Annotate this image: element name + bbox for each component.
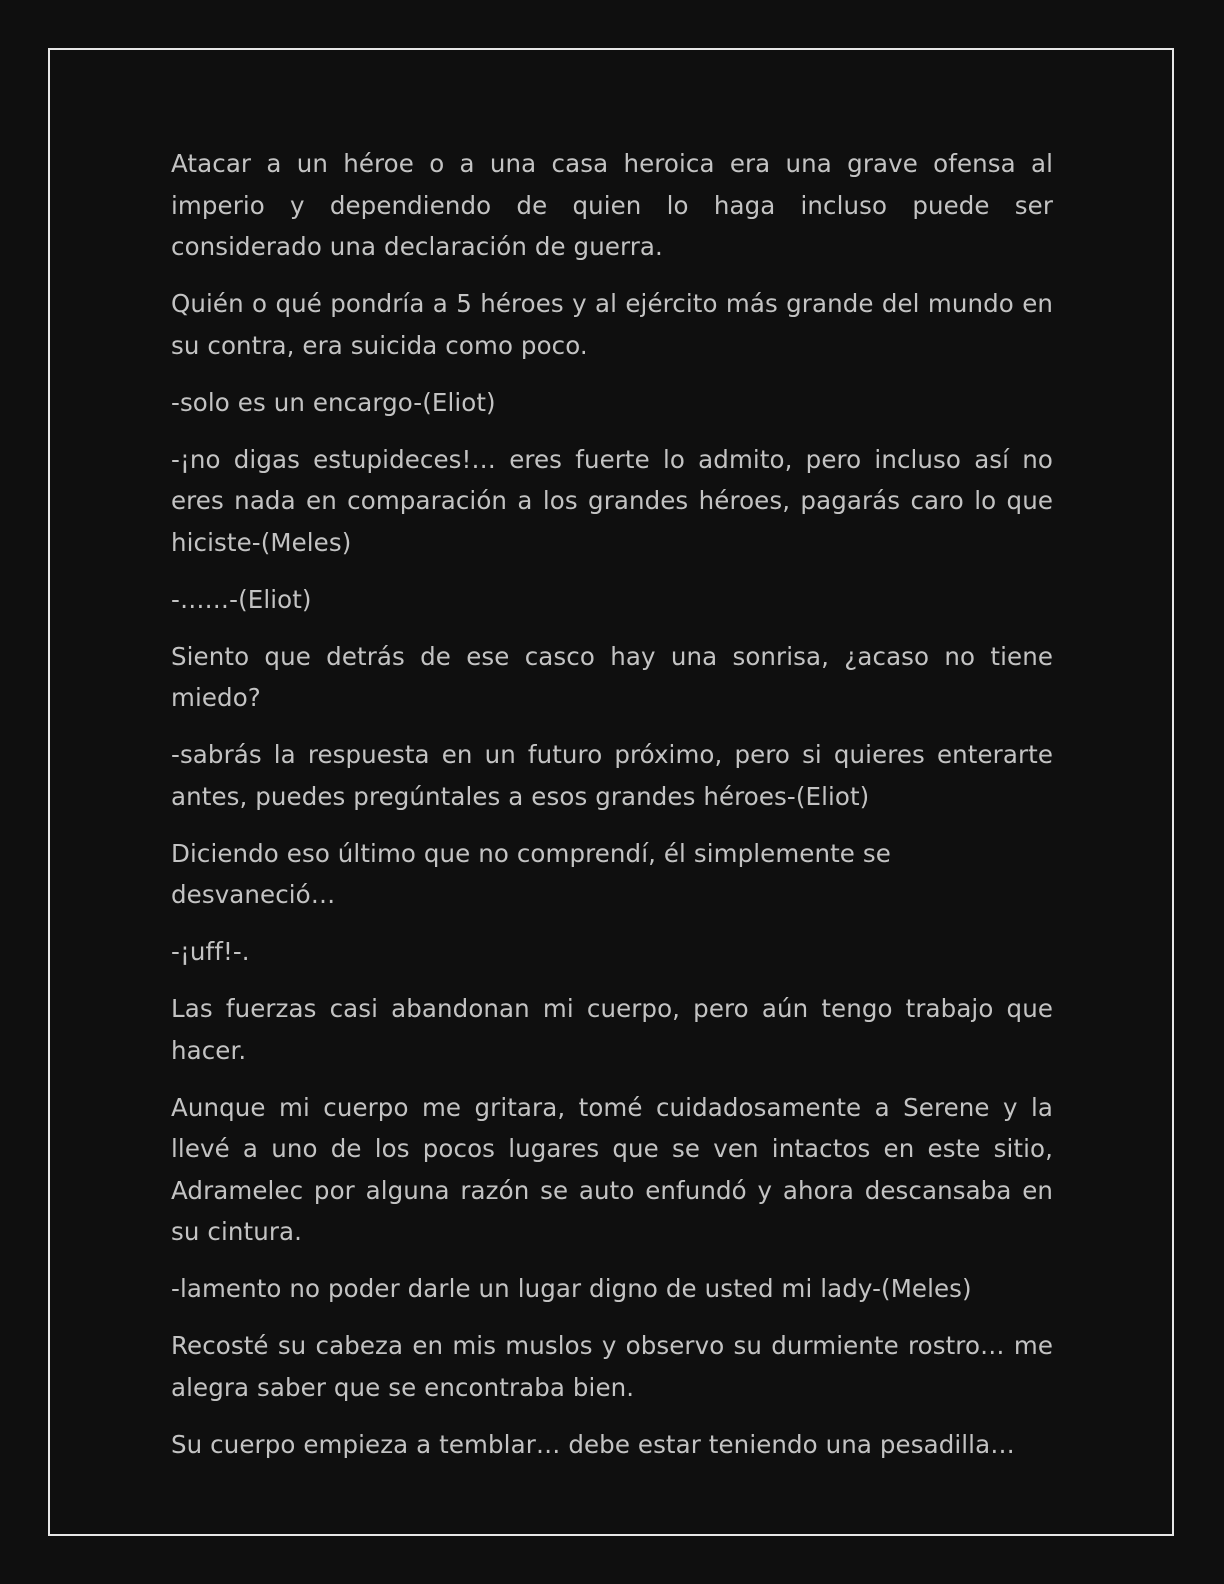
page-frame	[48, 48, 1174, 1536]
dialogue-line: -¡no digas estupideces!… eres fuerte lo admito, pero incluso así no eres nada en comparación a los grandes héroes, pagarás caro lo que hiciste-(Meles)	[171, 444, 1053, 557]
paragraph: Las fuerzas casi abandonan mi cuerpo, pero aún tengo trabajo que hacer.	[171, 994, 1053, 1065]
paragraph: Atacar a un héroe o a una casa heroica era una grave ofensa al imperio y dependiendo de quien lo haga incluso puede ser considerado una declaración de guerra.	[171, 149, 1053, 261]
paragraph: Diciendo eso último que no comprendí, él simplemente se desvaneció…	[171, 838, 891, 909]
story-text	[171, 143, 1053, 1481]
paragraph: Quién o qué pondría a 5 héroes y al ejército más grande del mundo en su contra, era suicida como poco.	[171, 289, 1053, 360]
paragraph: Aunque mi cuerpo me gritara, tomé cuidadosamente a Serene y la llevé a uno de los pocos lugares que se ven intactos en este sitio, Adramelec por alguna razón se auto enfundó y ahora descansaba en su cintura.	[171, 1092, 1053, 1246]
dialogue-line: -sabrás la respuesta en un futuro próximo, pero si quieres enterarte antes, puedes pregúntales a esos grandes héroes-(Eliot)	[171, 740, 1053, 811]
paragraph: Siento que detrás de ese casco hay una sonrisa, ¿acaso no tiene miedo?	[171, 641, 1053, 712]
dialogue-line: -solo es un encargo-(Eliot)	[171, 387, 496, 417]
dialogue-line: -lamento no poder darle un lugar digno de usted mi lady-(Meles)	[171, 1274, 972, 1303]
paragraph: Recosté su cabeza en mis muslos y observo su durmiente rostro… me alegra saber que se encontraba bien.	[171, 1331, 1053, 1402]
dialogue-line: -¡uff!-.	[171, 937, 250, 966]
dialogue-line: -……-(Eliot)	[171, 584, 312, 614]
paragraph: Su cuerpo empieza a temblar… debe estar teniendo una pesadilla…	[171, 1429, 1015, 1459]
